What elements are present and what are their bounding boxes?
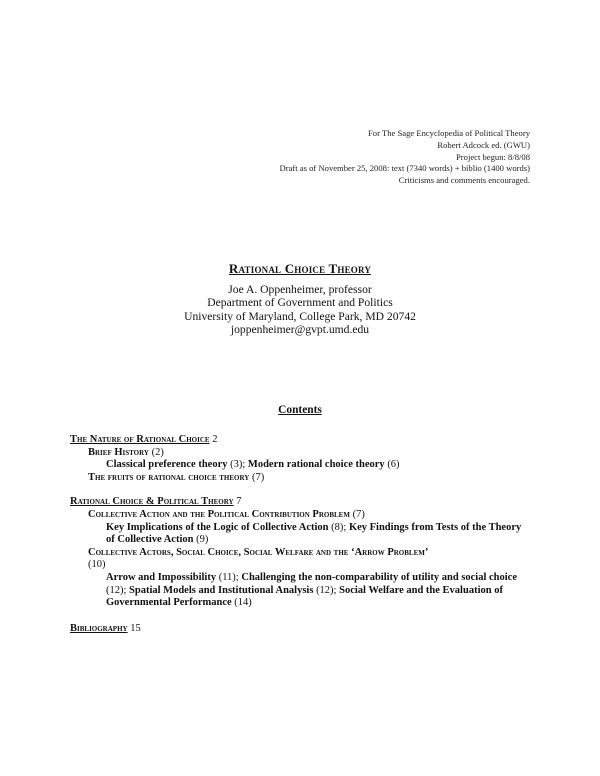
toc-entry-level1[interactable] <box>70 623 532 636</box>
toc-page: (12); <box>313 584 340 596</box>
document-title: Rational Choice Theory <box>228 261 372 276</box>
toc-page: (11); <box>216 571 242 583</box>
toc-title: The Nature of Rational Choice <box>70 434 210 445</box>
toc-page: (7) <box>349 508 365 520</box>
toc-entry-level2[interactable] <box>88 547 532 572</box>
table-of-contents <box>70 434 532 635</box>
toc-entry-level1[interactable] <box>70 496 532 509</box>
toc-entry-level1[interactable] <box>70 434 532 447</box>
toc-title: Rational Choice & Political Theory <box>70 496 234 508</box>
toc-title: Key Findings from Tests of the Theory of Collective Action <box>106 521 522 546</box>
toc-page: (8); <box>328 521 349 533</box>
toc-title: Spatial Models and Institutional Analysis <box>129 584 314 596</box>
toc-title: Bibliography <box>70 622 128 634</box>
toc-page: (7) <box>249 471 265 483</box>
toc-page: (2) <box>149 446 164 458</box>
toc-title: The fruits of rational choice theory <box>88 471 250 483</box>
header-encyclopedia: For The Sage Encyclopedia of Political Theory <box>368 128 530 138</box>
toc-title: Challenging the non-comparability of utility and social choice <box>241 571 517 583</box>
header-comments-note: Criticisms and comments encouraged. <box>398 175 530 186</box>
toc-title: Arrow and Impossibility <box>106 571 217 583</box>
author-name: Joe A. Oppenheimer, professor <box>228 282 372 296</box>
title-block <box>0 262 600 337</box>
toc-title: Key Implications of the Logic of Collective Action <box>106 521 329 533</box>
contents-heading: Contents <box>278 404 322 416</box>
toc-page: (10) <box>88 559 106 571</box>
toc-page: (3); <box>227 459 248 471</box>
toc-entry-level3[interactable] <box>106 572 532 610</box>
author-department: Department of Government and Politics <box>207 296 393 310</box>
document-header <box>280 128 530 187</box>
toc-entry-level3[interactable] <box>106 522 532 547</box>
toc-title: Brief History <box>88 446 149 458</box>
toc-page: 15 <box>127 622 141 634</box>
toc-page: (9) <box>193 534 209 546</box>
toc-page: (12); <box>106 584 130 596</box>
toc-entry-level2[interactable] <box>88 509 532 522</box>
toc-page: 7 <box>233 496 242 508</box>
toc-title: Classical preference theory <box>106 459 228 471</box>
header-draft-date: Draft as of November 25, 2008: text (7340 words) + biblio (1400 words) <box>279 163 530 174</box>
toc-title: Social Welfare and the Evaluation of Governmental Performance <box>106 584 503 609</box>
toc-entry-level2[interactable] <box>88 472 532 485</box>
author-university: University of Maryland, College Park, MD 20742 <box>184 309 416 323</box>
toc-page: (6) <box>384 459 400 471</box>
header-project-begun: Project begun: 8/8/08 <box>456 151 530 162</box>
toc-entry-level3[interactable] <box>106 459 532 472</box>
toc-title: Collective Action and the Political Contribution Problem <box>88 508 350 520</box>
toc-title: Modern rational choice theory <box>247 459 385 471</box>
author-email[interactable]: joppenheimer@gvpt.umd.edu <box>230 323 370 337</box>
toc-page: (14) <box>231 597 252 609</box>
toc-page: 2 <box>209 434 218 445</box>
header-editor: Robert Adcock ed. (GWU) <box>437 139 530 150</box>
toc-title: Collective Actors, Social Choice, Social Welfare and the ‘Arrow Problem’ <box>88 546 429 558</box>
toc-entry-level2[interactable] <box>88 447 532 460</box>
